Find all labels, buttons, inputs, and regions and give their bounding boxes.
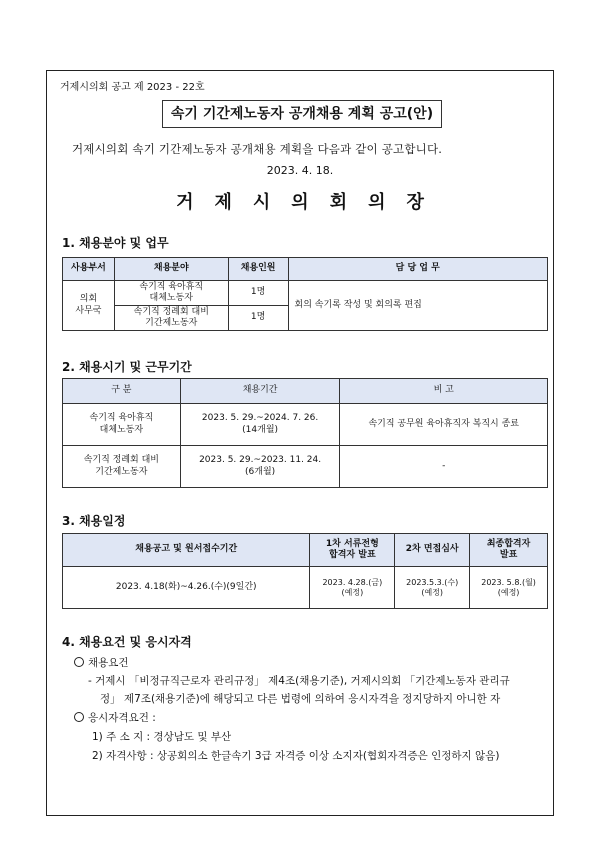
requirement-line: 정」 제7조(채용기준)에 해당되고 다른 법령에 의하여 응시자격을 정지당하지 아니한 자	[100, 693, 501, 705]
col-first-result: 1차 서류전형 합격자 발표	[310, 534, 395, 567]
notice-date: 2023. 4. 18.	[266, 164, 334, 177]
col-application: 채용공고 및 원서접수기간	[63, 534, 310, 567]
final-result-cell: 2023. 5.8.(월) (예정)	[470, 567, 548, 609]
circle-bullet-icon	[74, 712, 84, 722]
duty-cell: 회의 속기록 작성 및 회의록 편집	[288, 281, 547, 331]
section1-table	[62, 257, 548, 331]
col-field: 채용분야	[114, 258, 228, 281]
field-cell: 속기직 육아휴직 대체노동자	[114, 281, 228, 306]
qualification-line: 2) 자격사항 : 상공회의소 한글속기 3급 자격증 이상 소지자(협회자격증은 인정하지 않음)	[92, 750, 500, 762]
qualification-line: 1) 주 소 지 : 경상남도 및 부산	[92, 731, 232, 743]
col-period: 채용기간	[180, 379, 340, 404]
col-duty: 담 당 업 무	[288, 258, 547, 281]
page-title: 속기 기간제노동자 공개채용 계획 공고(안)	[162, 100, 442, 128]
circle-bullet-icon	[74, 657, 84, 667]
first-result-cell: 2023. 4.28.(금) (예정)	[310, 567, 395, 609]
col-dept: 사용부서	[63, 258, 115, 281]
requirement-line: - 거제시 「비정규직근로자 관리규정」 제4조(채용기준), 거제시의회 「기간제노동자 관리규	[88, 675, 510, 687]
requirement-item: 채용요건	[74, 655, 129, 670]
interview-cell: 2023.5.3.(수) (예정)	[395, 567, 470, 609]
field-cell: 속기직 정례회 대비 기간제노동자	[114, 306, 228, 331]
section4-heading: 4. 채용요건 및 응시자격	[62, 635, 192, 649]
note-cell: -	[340, 446, 548, 488]
period-cell: 2023. 5. 29.~2023. 11. 24. (6개월)	[180, 446, 340, 488]
count-cell: 1명	[228, 281, 288, 306]
col-note: 비 고	[340, 379, 548, 404]
section2-table	[62, 378, 548, 488]
dept-cell: 의회 사무국	[63, 281, 115, 331]
application-cell: 2023. 4.18(화)~4.26.(수)(9일간)	[63, 567, 310, 609]
section3-heading: 3. 채용일정	[62, 514, 126, 528]
note-cell: 속기직 공무원 육아휴직자 복직시 종료	[340, 404, 548, 446]
section1-heading: 1. 채용분야 및 업무	[62, 236, 169, 250]
type-cell: 속기직 육아휴직 대체노동자	[63, 404, 181, 446]
notice-number: 거제시의회 공고 제 2023 - 22호	[60, 82, 205, 93]
section3-table	[62, 533, 548, 609]
period-cell: 2023. 5. 29.~2024. 7. 26. (14개월)	[180, 404, 340, 446]
intro-text: 거제시의회 속기 기간제노동자 공개채용 계획을 다음과 같이 공고합니다.	[72, 142, 443, 156]
col-count: 채용인원	[228, 258, 288, 281]
count-cell: 1명	[228, 306, 288, 331]
qualification-item: 응시자격요건 :	[74, 710, 156, 725]
col-type: 구 분	[63, 379, 181, 404]
col-final-result: 최종합격자 발표	[470, 534, 548, 567]
col-interview: 2차 면접심사	[395, 534, 470, 567]
type-cell: 속기직 정례회 대비 기간제노동자	[63, 446, 181, 488]
council-chair: 거제시의회의장	[176, 192, 445, 213]
section2-heading: 2. 채용시기 및 근무기간	[62, 360, 192, 374]
